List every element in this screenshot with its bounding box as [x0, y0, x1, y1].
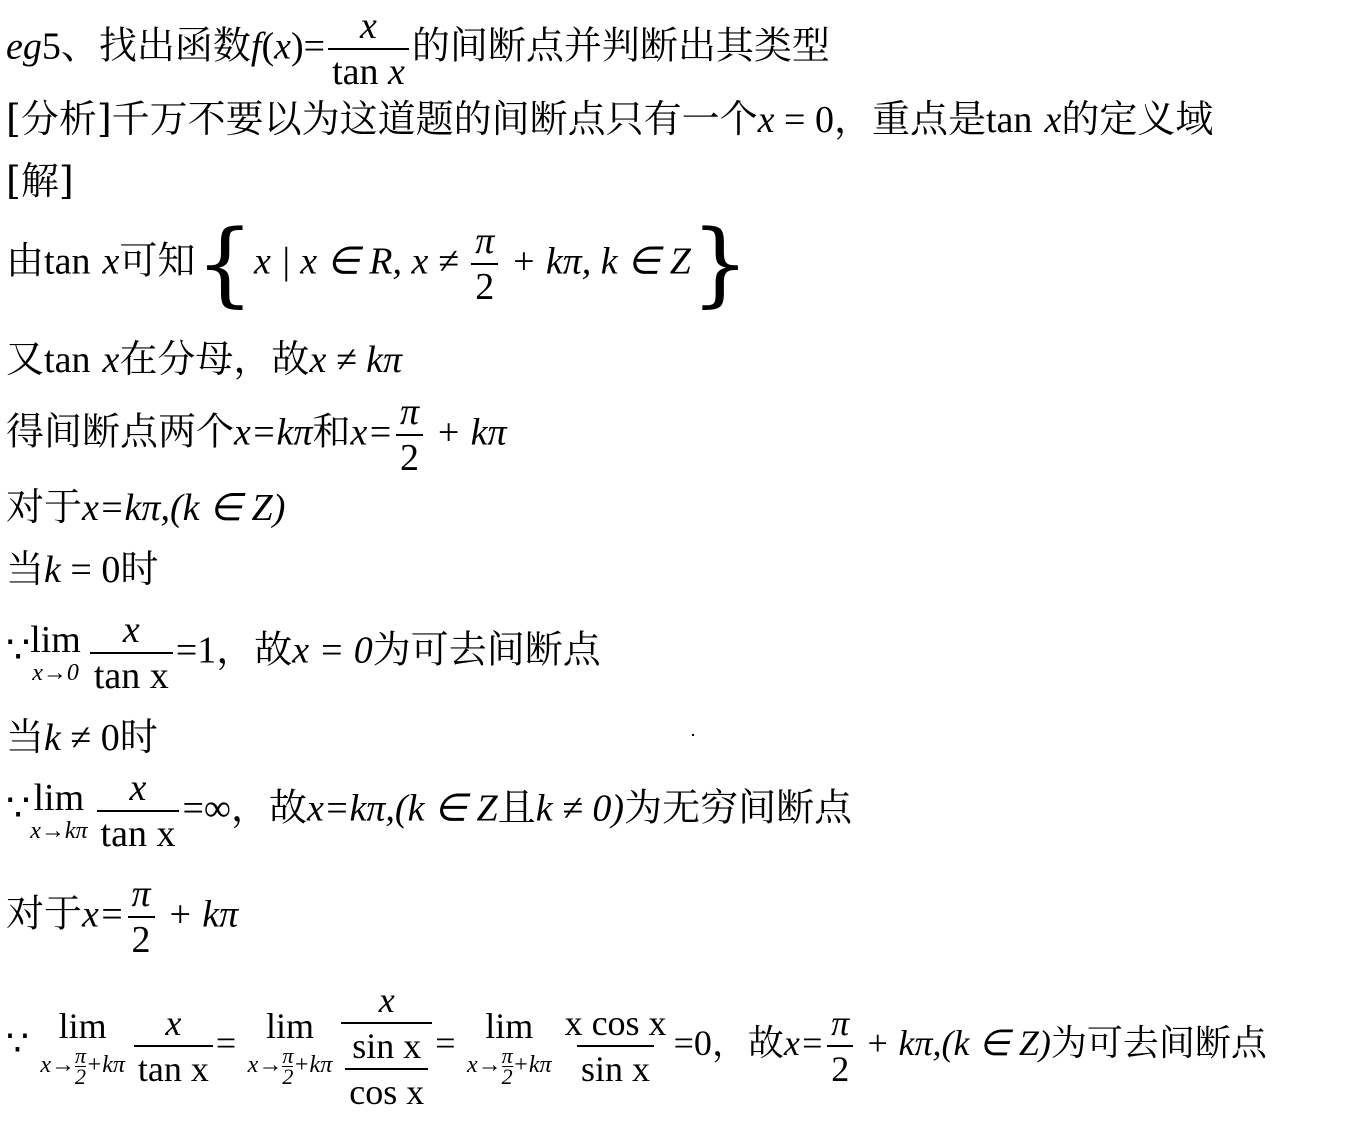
paren: (	[261, 25, 275, 68]
math-expr: x=	[350, 411, 393, 454]
denominator	[328, 48, 409, 92]
two: 2	[128, 916, 155, 960]
x-over-tanx	[90, 610, 173, 696]
equals: =	[215, 1023, 237, 1063]
text: 且	[497, 785, 536, 830]
numerator: x	[360, 5, 377, 47]
sub-pre: x→	[40, 1051, 76, 1078]
pi: π	[75, 1042, 87, 1068]
set-expr-2: + kπ, k ∈ Z	[501, 240, 691, 283]
tan: tan	[44, 339, 91, 381]
because-symbol: ∵	[6, 627, 31, 672]
lim-word: lim	[30, 619, 81, 661]
pi: π	[282, 1042, 294, 1068]
limit-2	[248, 1006, 333, 1087]
pi-over-two	[827, 1003, 853, 1089]
two: 2	[75, 1063, 87, 1089]
because-symbol: ∵	[6, 1023, 29, 1064]
text: 当	[6, 715, 45, 759]
two: 2	[827, 1045, 853, 1089]
numerator: x	[165, 1003, 182, 1043]
math-expr: k ≠ 0)	[535, 787, 625, 830]
limit	[30, 620, 81, 686]
pi: π	[399, 391, 420, 433]
lim-sub	[247, 1042, 333, 1089]
result: =0	[673, 1023, 712, 1063]
lim-word: lim	[58, 1005, 107, 1046]
solution-label	[6, 158, 74, 204]
numerator: x	[129, 767, 147, 809]
text: 对于	[6, 891, 83, 936]
right-brace: }	[690, 210, 750, 317]
math-expr: x ≠ kπ	[309, 339, 403, 381]
k-nonzero-line	[6, 714, 158, 761]
sin-x: sin x	[352, 1026, 422, 1066]
lim-sub	[40, 1042, 125, 1089]
var-x: x	[388, 51, 405, 93]
stray-dot	[692, 734, 694, 736]
pi-over-two	[471, 221, 498, 307]
equals: =	[435, 1023, 456, 1063]
example-prefix: eg	[6, 25, 42, 68]
var-k: k	[44, 717, 61, 759]
limit-at-pi-half-line	[6, 980, 1267, 1112]
sub-pre: x→	[467, 1051, 502, 1078]
sub-post: +kπ	[512, 1051, 552, 1078]
left-brace: {	[195, 210, 254, 317]
lim-word: lim	[265, 1005, 314, 1046]
case-kpi-line	[6, 484, 285, 531]
set-expr: x | x ∈ R, x ≠	[253, 240, 469, 283]
tan: tan	[332, 51, 379, 93]
analysis-text-2: ，重点是	[833, 97, 986, 141]
denominator: tan x	[134, 1045, 213, 1089]
x-over-tanx	[134, 1003, 213, 1089]
text: 由	[6, 238, 45, 283]
pi: π	[475, 220, 495, 262]
math-expr: = 0	[60, 549, 121, 591]
math-expr: ≠ 0	[60, 717, 120, 759]
example-number: 5	[41, 25, 61, 68]
denominator-line	[6, 336, 402, 383]
two: 2	[282, 1063, 294, 1089]
text: 又	[6, 337, 45, 381]
two: 2	[501, 1063, 513, 1089]
domain-line	[6, 210, 750, 317]
sub-pi-half	[501, 1042, 513, 1089]
analysis-line	[6, 96, 1213, 143]
tan: tan	[985, 99, 1033, 141]
xcosx-over-sinx	[561, 1003, 671, 1089]
lim-sub: x→kπ	[30, 818, 88, 844]
eq-zero: = 0	[774, 99, 834, 141]
text: 时	[120, 547, 159, 591]
sub-pre: x→	[247, 1051, 283, 1078]
x-over-sin-over-cos	[341, 980, 432, 1112]
text: 为无穷间断点	[624, 785, 853, 830]
pi-over-two	[396, 392, 423, 478]
text: 时	[119, 715, 158, 759]
math-expr: ,(k ∈ Z)	[160, 487, 286, 529]
var-x: x	[102, 339, 120, 381]
text: 在分母，故	[119, 337, 310, 381]
math-expr: + kπ	[426, 411, 507, 454]
tan: tan	[44, 240, 91, 283]
pi-over-two	[128, 874, 155, 960]
text: ，故	[216, 627, 293, 672]
k-zero-line	[6, 546, 158, 593]
limit-3	[467, 1006, 552, 1087]
cos-x: cos x	[345, 1068, 428, 1112]
pi: π	[831, 1003, 850, 1043]
denominator: sin x	[577, 1045, 654, 1089]
result: =1	[175, 629, 217, 672]
x-over-tanx	[97, 768, 180, 854]
sin-over-cos	[345, 1026, 428, 1112]
limit-at-zero-line	[6, 610, 601, 696]
math-expr: x=kπ	[82, 487, 161, 529]
two-discontinuities-line	[6, 392, 507, 478]
math-expr: x = 0	[292, 629, 373, 672]
two: 2	[471, 263, 498, 307]
paren-eq: )=	[290, 25, 326, 68]
sub-post: +kπ	[86, 1051, 125, 1078]
text: ，故	[230, 785, 307, 830]
limit-1	[40, 1006, 125, 1087]
text: 为可去间断点	[1050, 1023, 1267, 1064]
because-symbol: ∵	[6, 785, 31, 830]
text: 对于	[6, 485, 83, 529]
sub-pi-half	[282, 1042, 294, 1089]
func-name: f	[250, 25, 262, 68]
sub-pi-half	[75, 1042, 87, 1089]
pi: π	[131, 873, 151, 915]
numerator: x	[378, 980, 395, 1020]
lim-sub	[467, 1042, 552, 1089]
title-text: 、找出函数	[60, 23, 251, 68]
example-title	[6, 6, 830, 92]
sub-post: +kπ	[293, 1051, 333, 1078]
math-expr: + kπ,(k ∈ Z)	[856, 1023, 1051, 1063]
text: 当	[6, 547, 45, 591]
var-x: x	[102, 240, 120, 283]
var-x: x	[1044, 99, 1062, 141]
solution-text: [解]	[6, 159, 74, 203]
var-x: x	[274, 25, 291, 68]
compound-denominator	[341, 1022, 432, 1112]
text: 和	[312, 409, 351, 454]
limit-at-kpi-line	[6, 768, 852, 854]
denominator: tan x	[97, 810, 180, 854]
analysis-text: [分析]千万不要以为这道题的间断点只有一个	[6, 97, 758, 141]
lim-sub: x→0	[32, 660, 79, 686]
math-expr: x=kπ	[234, 411, 313, 454]
lim-word: lim	[33, 777, 85, 819]
numerator: x cos x	[564, 1003, 667, 1043]
var-x: x	[757, 99, 775, 141]
limit	[30, 778, 87, 844]
pi: π	[501, 1042, 513, 1068]
math-expr: x=	[783, 1023, 825, 1063]
text: 为可去间断点	[372, 627, 601, 672]
math-expr: + kπ	[157, 893, 239, 936]
lim-word: lim	[485, 1005, 534, 1046]
math-expr: x=	[82, 893, 125, 936]
math-expr: x=kπ,(k ∈ Z	[307, 787, 498, 830]
denominator: tan x	[90, 652, 173, 696]
text: ，故	[711, 1023, 784, 1064]
text: 得间断点两个	[6, 409, 235, 454]
result: =∞	[182, 787, 231, 830]
title-text-2: 的间断点并判断出其类型	[411, 23, 830, 68]
case-pi-half-line	[6, 874, 238, 960]
function-fraction	[328, 6, 409, 92]
two: 2	[396, 434, 423, 478]
analysis-text-3: 的定义域	[1061, 97, 1214, 141]
numerator: x	[122, 609, 140, 651]
text: 可知	[119, 238, 196, 283]
var-k: k	[44, 549, 61, 591]
